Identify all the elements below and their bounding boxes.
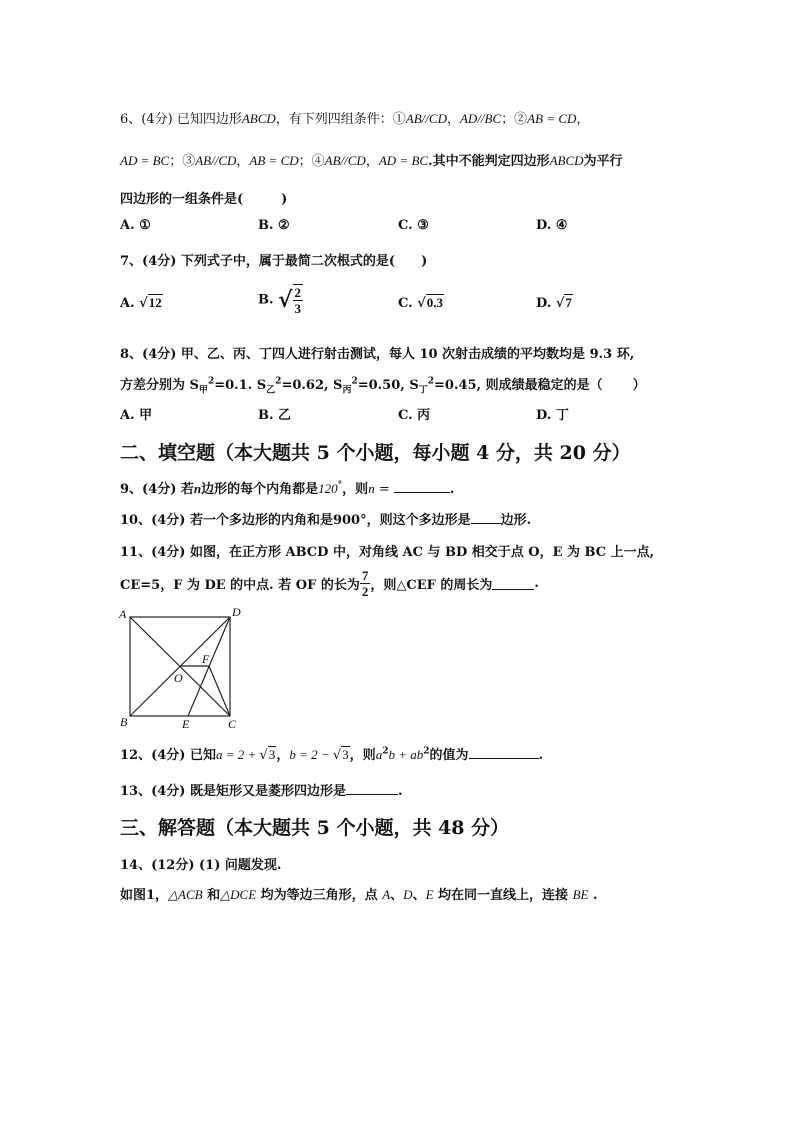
q8-option-d[interactable]: D. 丁 [536, 408, 569, 423]
sqrt-sign: √ [417, 296, 426, 311]
q10: 10、(4分) 若一个多边形的内角和是900°，则这个多边形是 边形. [120, 513, 532, 528]
label-d: D [232, 606, 241, 619]
q6-quad-name: ABCD [241, 111, 276, 126]
label-b: B [120, 715, 128, 729]
q7-option-b[interactable]: B. √ $\frac{2}{3}$ [258, 285, 302, 316]
q12-answer-blank[interactable] [469, 746, 539, 759]
label-o: O [174, 671, 183, 685]
q13-answer-blank[interactable] [346, 782, 398, 795]
sqrt-sign: √ [278, 287, 293, 313]
q8-option-b[interactable]: B. 乙 [258, 408, 292, 423]
q6-line1: 6、(4分) 已知四边形ABCD，有下列四组条件：①AB//CD，AD//BC；②AB = CD， [120, 111, 590, 127]
q6-option-b[interactable]: B. ② [258, 218, 290, 233]
q14-line1: 14、(12分) (1) 问题发现. [120, 858, 282, 873]
section-2-heading: 二、填空题（本大题共 5 个小题，每小题 4 分，共 20 分） [120, 442, 631, 464]
q14-line2: 如图1，△ACB 和△DCE 均为等边三角形，点 A、D、E 均在同一直线上，连接 BE . [120, 887, 598, 903]
q11-line2: CE=5，F 为 DE 的中点. 若 OF 的长为 $\frac{7}{2}$ ，则△CEF 的周长为 . [120, 568, 539, 599]
q6-line2: AD = BC；③AB//CD，AB = CD；④AB//CD，AD = BC.其中不能判定四边形ABCD为平行 [120, 153, 623, 169]
q10-answer-blank[interactable] [471, 511, 501, 524]
label-c: C [228, 717, 237, 730]
q7-stem: 7、(4分) 下列式子中，属于最简二次根式的是( ) [120, 254, 428, 269]
label-f: F [202, 652, 210, 666]
q9: 9、(4分) 若n边形的每个内角都是120°，则n = . [120, 480, 455, 497]
label-e: E [182, 717, 190, 730]
sqrt-sign: √ [555, 296, 565, 311]
q6-option-c[interactable]: C. ③ [398, 218, 429, 233]
q6-option-d[interactable]: D. ④ [536, 218, 568, 233]
square-diagram [118, 606, 248, 730]
q8-option-a[interactable]: A. 甲 [120, 408, 153, 423]
q9-answer-blank[interactable] [394, 480, 450, 493]
q12: 12、(4分) 已知a = 2 + √3，b = 2 − √3，则$a^2b + ab^2$的值为 . [120, 746, 544, 763]
q6-option-a[interactable]: A. ① [120, 218, 151, 233]
q8-line2: 方差分别为 $S_甲^2=0.1$. $S_乙^2=0.62$, $S_丙^2=0.50$, $S_丁^2=0.45$, 则成绩最稳定的是（ ） [120, 376, 646, 396]
q7-option-a[interactable]: A. √12 [120, 295, 162, 311]
label-a: A [119, 607, 127, 621]
fraction-seven-halves: $\frac{7}{2}$ [361, 568, 369, 599]
q8-line1: 8、(4分) 甲、乙、丙、丁四人进行射击测试，每人 10 次射击成绩的平均数均是 9.3 环, [120, 347, 635, 362]
section-3-heading: 三、解答题（本大题共 5 个小题，共 48 分） [120, 817, 510, 839]
segment-fc [209, 666, 230, 716]
q7-option-c[interactable]: C. √0.3 [398, 295, 443, 311]
q7-option-d[interactable]: D. √7 [536, 295, 572, 311]
q8-option-c[interactable]: C. 丙 [398, 408, 431, 423]
q11-answer-blank[interactable] [492, 577, 534, 590]
q6-line3: 四边形的一组条件是( ) [120, 192, 288, 207]
q13: 13、(4分) 既是矩形又是菱形四边形是 . [120, 784, 403, 799]
q11-line1: 11、(4分) 如图，在正方形 ABCD 中，对角线 AC 与 BD 相交于点 O，E 为 BC 上一点, [120, 545, 655, 560]
sqrt-sign: √ [139, 296, 148, 311]
